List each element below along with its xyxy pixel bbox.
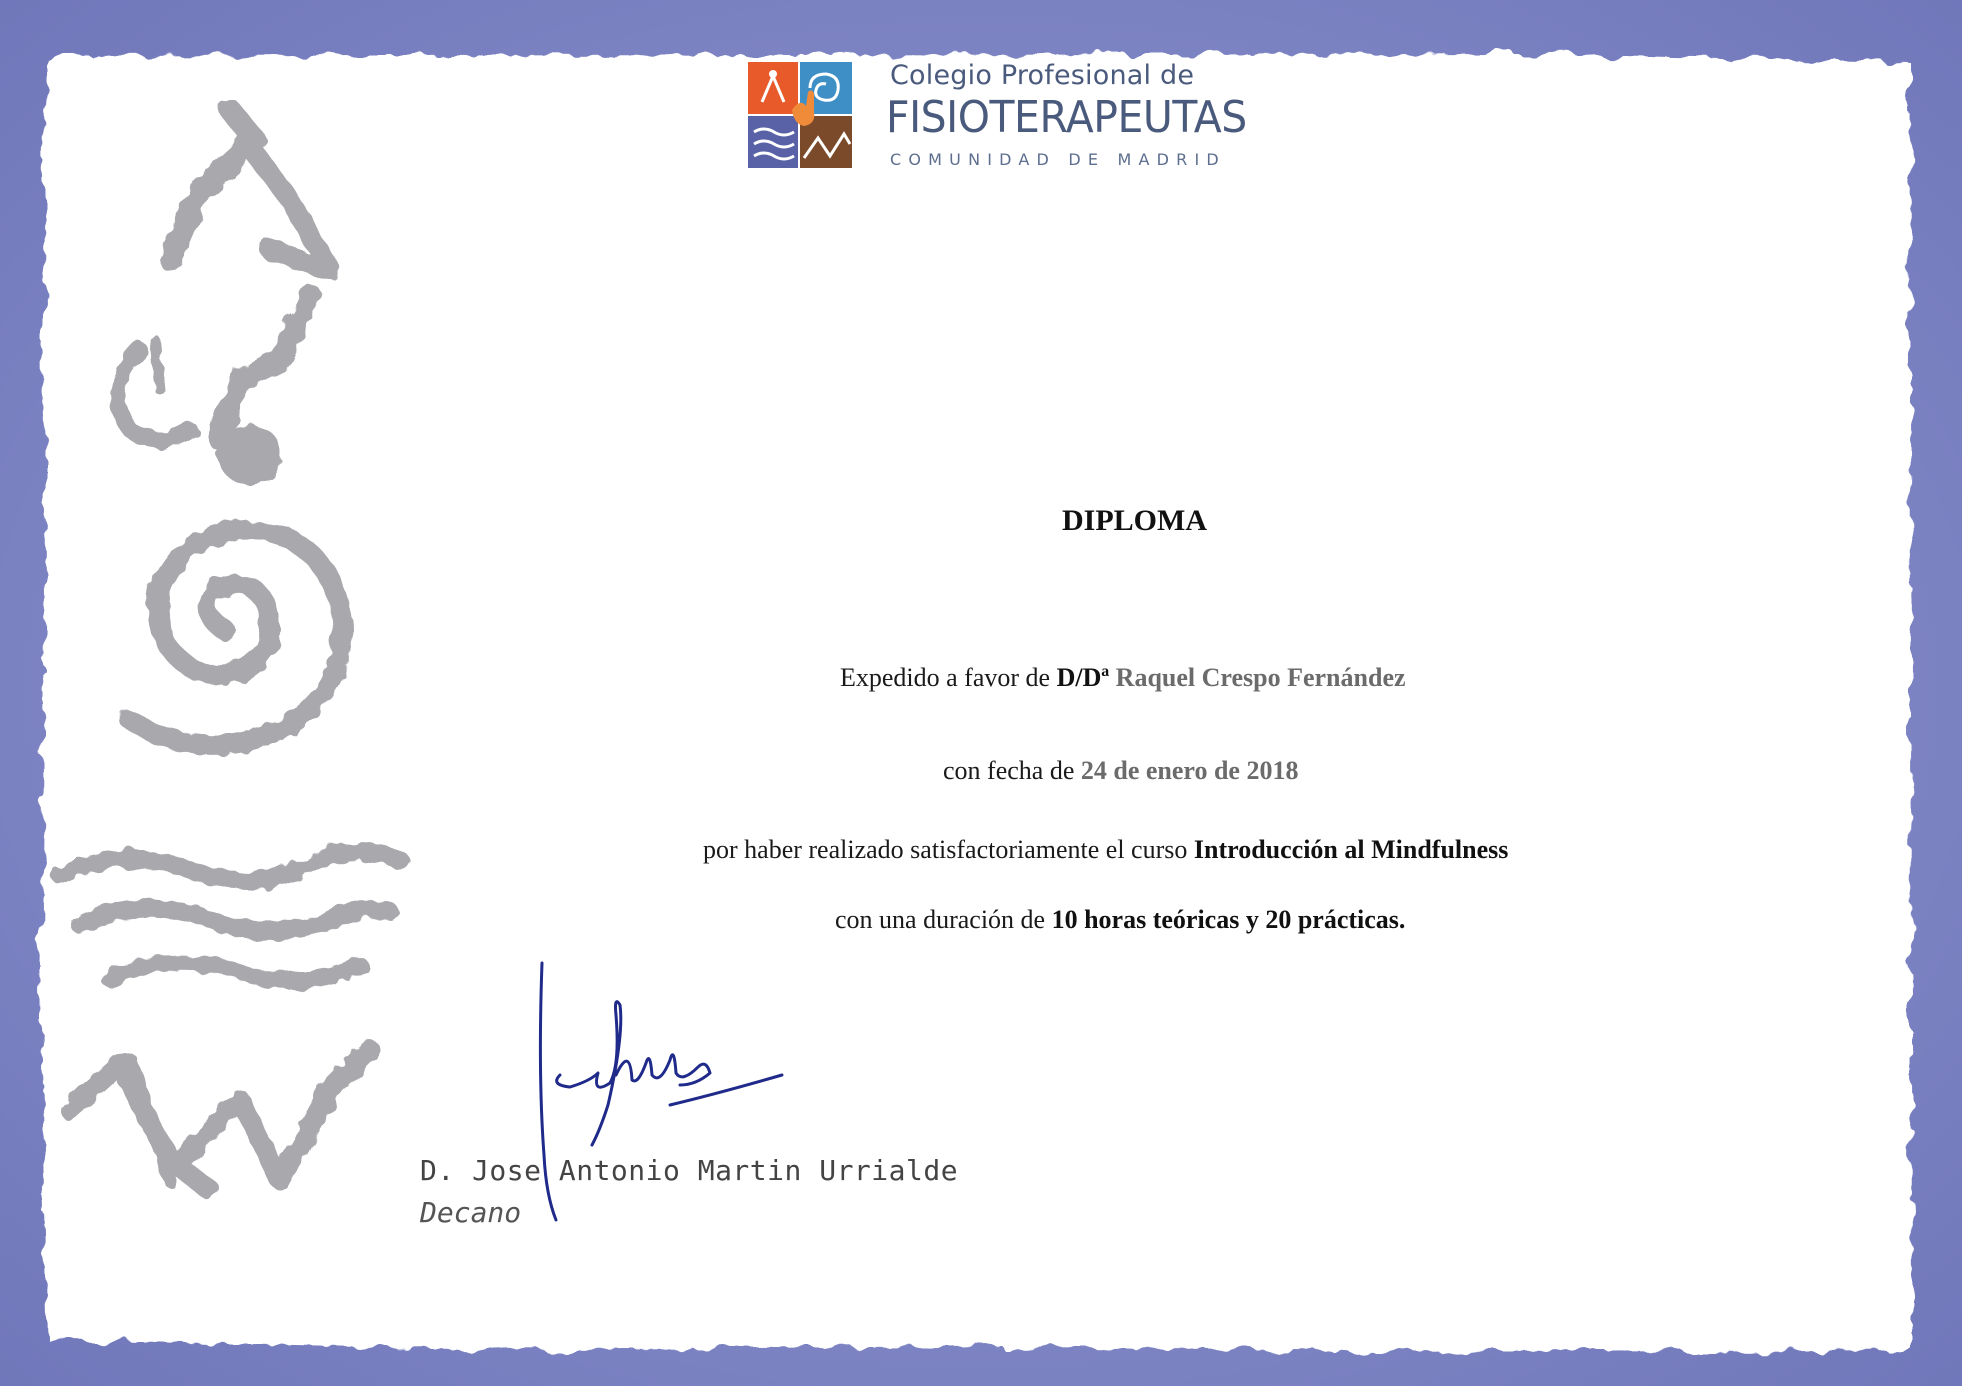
recipient-honorific: D/Dª [1056, 663, 1110, 692]
signer-name: D. Jose Antonio Martin Urrialde [420, 1154, 959, 1187]
duration-line [835, 905, 1405, 935]
course-prefix: por haber realizado satisfactoriamente el curso [703, 835, 1194, 864]
recipient-name: Raquel Crespo Fernández [1109, 663, 1406, 692]
date-prefix: con fecha de [943, 756, 1081, 785]
mountains-icon [70, 1050, 370, 1190]
course-line [703, 835, 1508, 865]
diploma-title: DIPLOMA [1062, 504, 1207, 537]
date-line [943, 756, 1298, 786]
duration-prefix: con una duración de [835, 905, 1052, 934]
waves-icon [60, 853, 400, 981]
recipient-prefix: Expedido a favor de [840, 663, 1057, 692]
issue-date: 24 de enero de 2018 [1080, 756, 1299, 785]
recipient-line [840, 663, 1406, 693]
logo-title-line: Colegio Profesional de [890, 60, 1195, 91]
course-name: Introducción al Mindfulness [1193, 835, 1509, 864]
logo-subtitle: COMUNIDAD DE MADRID [890, 150, 1226, 169]
leaf-icon [117, 340, 190, 440]
course-duration: 10 horas teóricas y 20 prácticas. [1051, 905, 1406, 934]
decorative-brush-motifs [40, 100, 420, 1230]
logo-main-title: FISIOTERAPEUTAS [886, 92, 1247, 143]
spiral-icon [130, 530, 343, 745]
signer-role: Decano [420, 1196, 522, 1229]
